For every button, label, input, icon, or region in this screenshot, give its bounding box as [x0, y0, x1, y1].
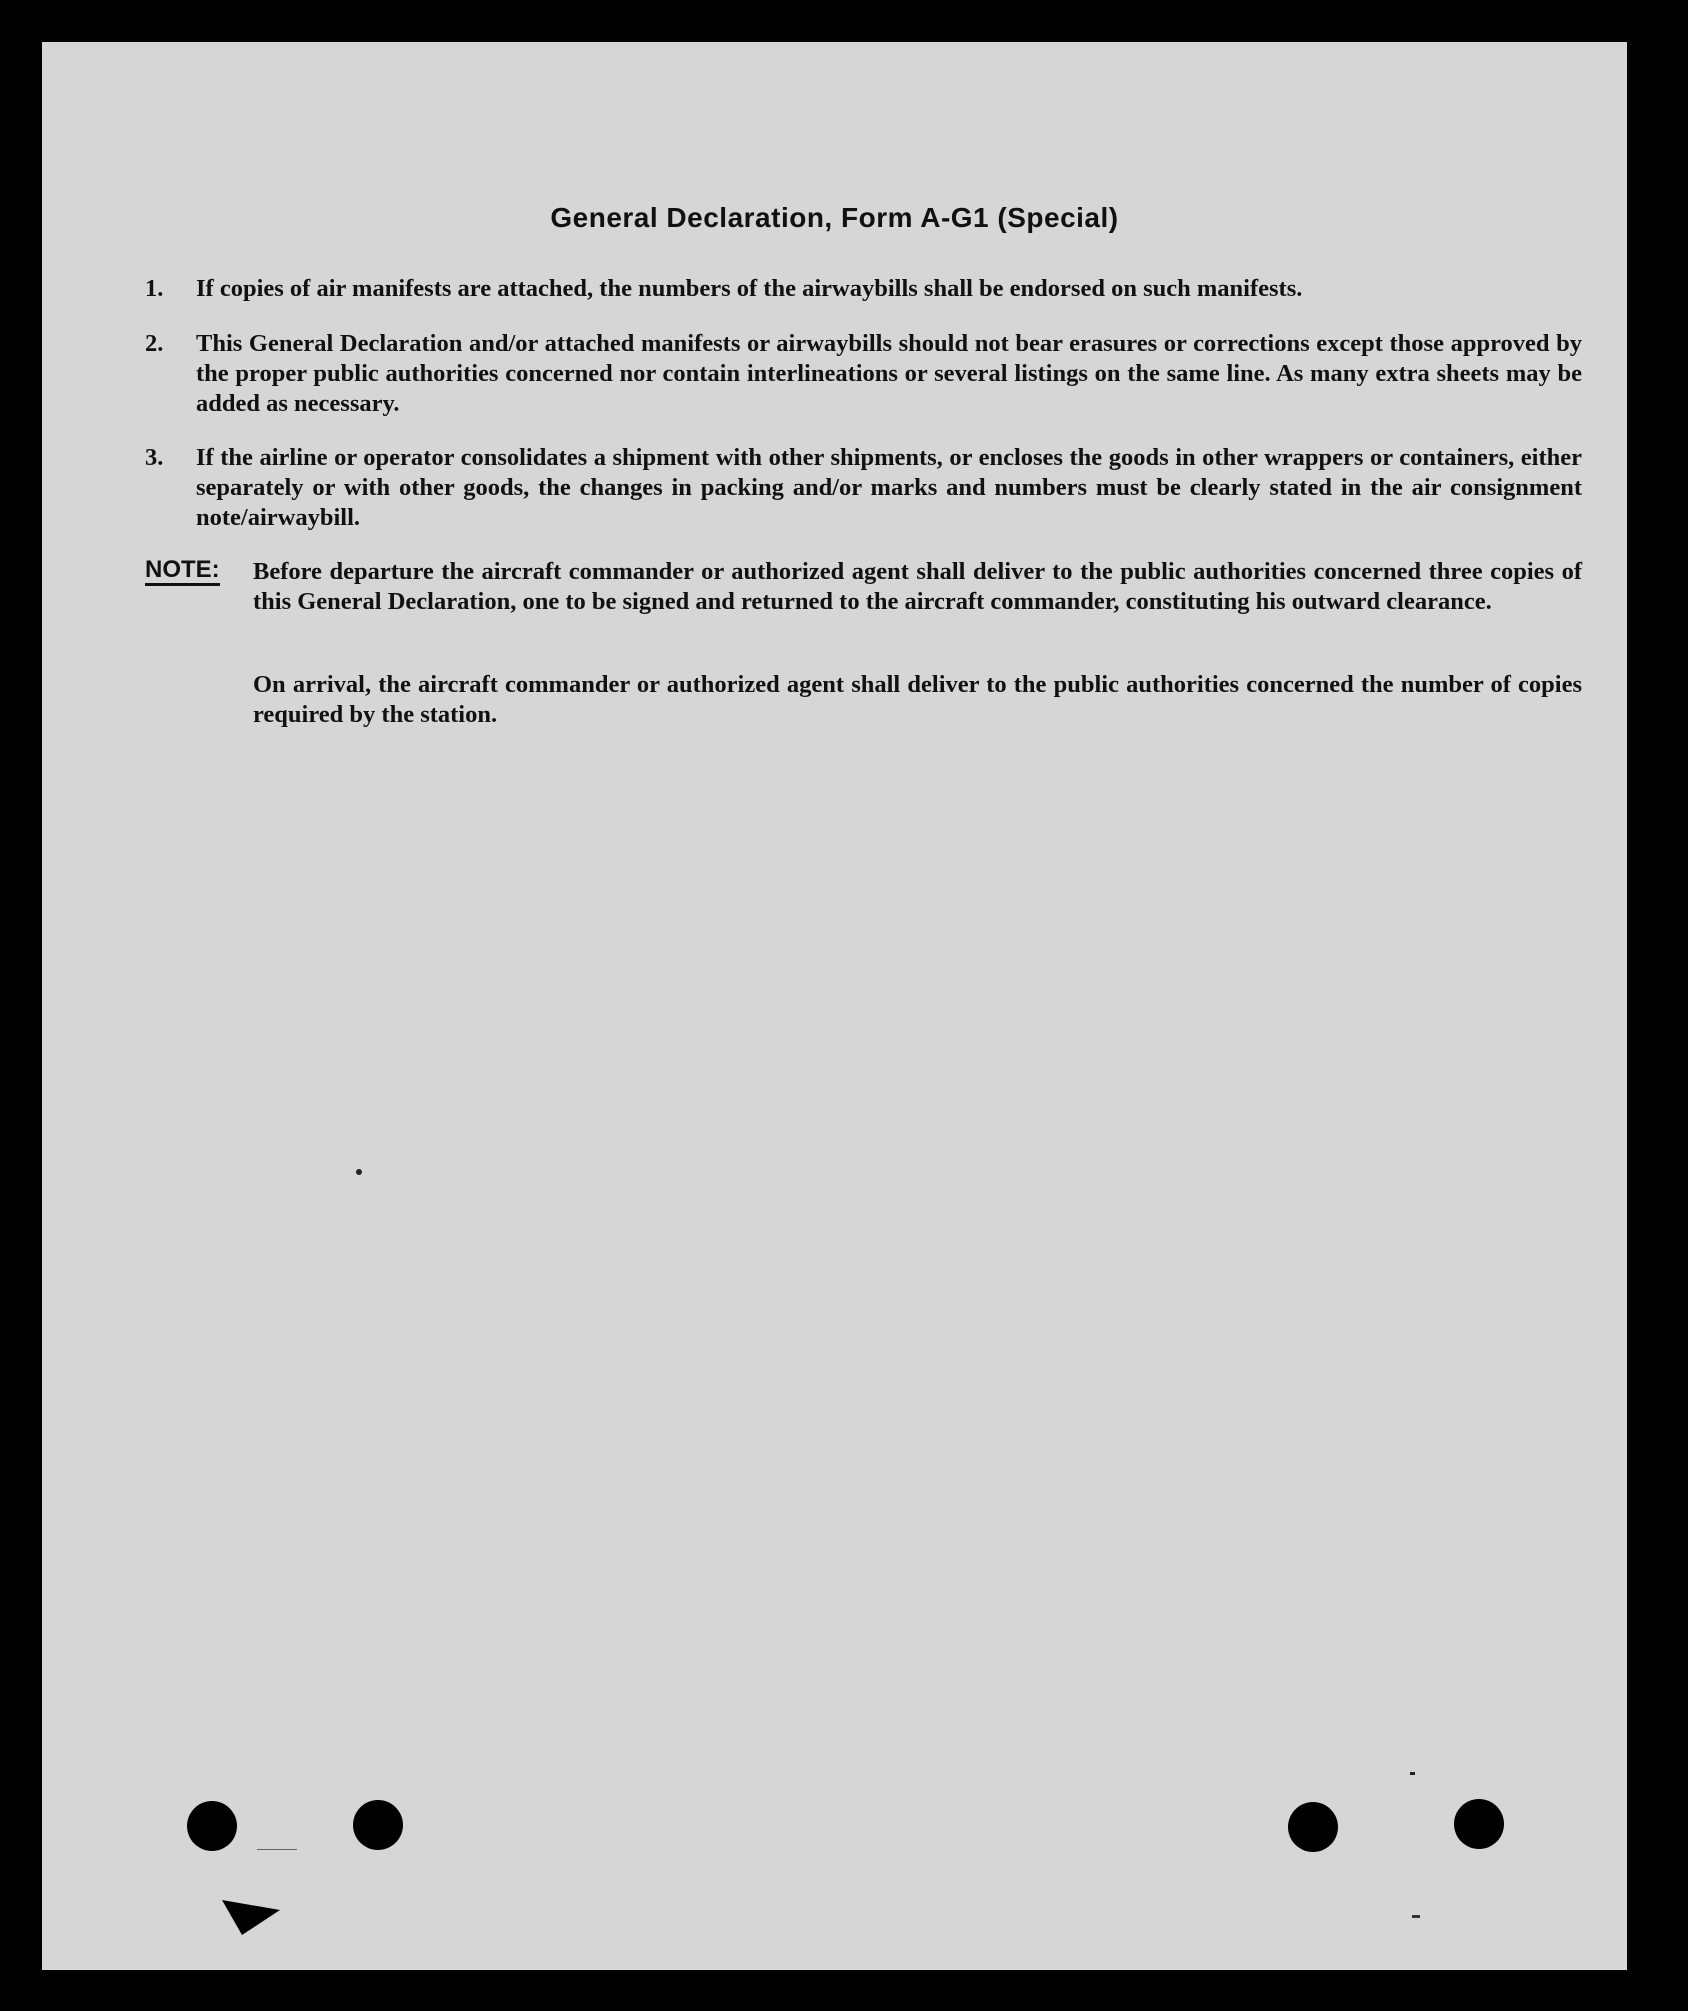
item-text: If the airline or operator consolidates a shipment with other shipments, or encloses the goods in other wrappers or containers, either separately or with other goods, the changes in packing and/or marks and numbers must be clearly stated in the air consignment note/airwaybill.: [196, 444, 1582, 531]
item-number: 1.: [145, 275, 164, 302]
list-item-1: [145, 274, 1582, 304]
punch-hole: [353, 1800, 403, 1850]
punch-hole: [1288, 1802, 1338, 1852]
document-page: [42, 42, 1627, 1970]
note-label: NOTE:: [145, 557, 220, 586]
scan-artifact-mark: [222, 1890, 292, 1940]
scan-artifact-line: [257, 1849, 297, 1850]
document-title: General Declaration, Form A-G1 (Special): [550, 202, 1119, 233]
item-text: This General Declaration and/or attached manifests or airwaybills should not bear erasures or corrections except those approved by the proper public authorities concerned nor contain interlineations or several listings on the same line. As many extra sheets may be added as necessary.: [196, 330, 1582, 417]
item-text: If copies of air manifests are attached, the numbers of the airwaybills shall be endorsed on such manifests.: [196, 275, 1303, 302]
note-block: [145, 557, 1582, 617]
scan-artifact-dot: [356, 1169, 362, 1175]
note-paragraph-1: Before departure the aircraft commander or authorized agent shall deliver to the public authorities concerned three copies of this General Declaration, one to be signed and returned to the aircraft commander, constituting his outward clearance.: [253, 558, 1582, 615]
scan-artifact-dot: [1410, 1772, 1415, 1775]
list-item-2: [145, 329, 1582, 419]
list-item-3: [145, 443, 1582, 533]
punch-hole: [1454, 1799, 1504, 1849]
item-number: 3.: [145, 444, 164, 471]
scan-artifact-dot: [1412, 1915, 1420, 1918]
note-paragraph-2: On arrival, the aircraft commander or authorized agent shall deliver to the public authorities concerned the number of copies required by the station.: [253, 671, 1582, 728]
punch-hole: [187, 1801, 237, 1851]
item-number: 2.: [145, 330, 164, 357]
